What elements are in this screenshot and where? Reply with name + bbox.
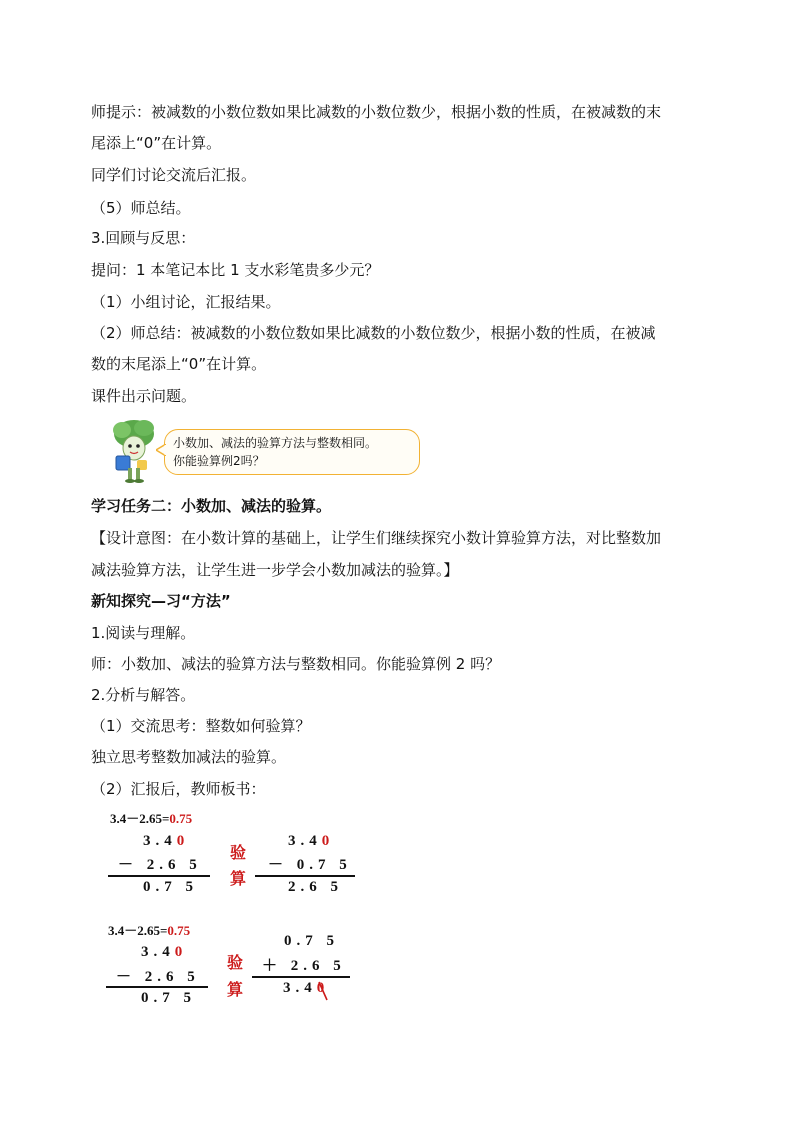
minuend: 3.40 (141, 944, 183, 960)
bubble-tail-icon (156, 444, 166, 456)
text-line: 2.分析与解答。 (91, 686, 196, 704)
text-line: （1）交流思考：整数如何验算？ (91, 717, 311, 735)
text-line: 师：小数加、减法的验算方法与整数相同。你能验算例 2 吗？ (91, 655, 501, 673)
text-line: （2）师总结：被减数的小数位数如果比减数的小数位数少，根据小数的性质，在被减 (91, 324, 656, 342)
minuend: 3.40 (143, 833, 185, 849)
check-subtrahend: － 0.7 5 (268, 857, 352, 873)
check-label: 算 (227, 980, 244, 999)
subtrahend: － 2.6 5 (116, 969, 200, 985)
result-line (255, 875, 355, 877)
text-line: 同学们讨论交流后汇报。 (91, 166, 257, 184)
text-line: 数的末尾添上“0”在计算。 (91, 355, 267, 373)
text-line: 提问：1 本笔记本比 1 支水彩笔贵多少元？ (91, 261, 380, 279)
subtrahend: － 2.6 5 (118, 857, 202, 873)
check-sum: 3.40 (283, 980, 325, 996)
design-intent: 【设计意图：在小数计算的基础上，让学生们继续探究小数计算验算方法，对比整数加 (91, 529, 662, 547)
text-line: （5）师总结。 (91, 199, 191, 217)
text-line: 课件出示问题。 (91, 387, 197, 405)
result-line (106, 986, 208, 988)
text-line: 1.阅读与理解。 (91, 624, 196, 642)
text-line: 3.回顾与反思： (91, 229, 196, 247)
equation: 3.4－2.65=0.75 (108, 923, 191, 938)
result-line (252, 976, 350, 978)
difference: 0.7 5 (143, 879, 198, 895)
text-line: 尾添上“0”在计算。 (91, 134, 222, 152)
check-difference: 2.6 5 (288, 879, 343, 895)
text-line: 独立思考整数加减法的验算。 (91, 748, 287, 766)
check-addend: 0.7 5 (284, 933, 339, 949)
strike-mark-icon (316, 980, 330, 1002)
check-label: 算 (230, 869, 247, 888)
text-line: 师提示：被减数的小数位数如果比减数的小数位数少，根据小数的性质，在被减数的末 (91, 103, 662, 121)
check-minuend: 3.40 (288, 833, 330, 849)
bubble-line: 小数加、减法的验算方法与整数相同。 (173, 436, 378, 450)
design-intent: 减法验算方法，让学生进一步学会小数加减法的验算。】 (91, 561, 459, 579)
difference: 0.7 5 (141, 990, 196, 1006)
cartoon-hint (104, 418, 424, 484)
check-label: 验 (230, 843, 247, 862)
bubble-line: 你能验算例2吗？ (173, 454, 265, 468)
vegetable-character-illustration (104, 418, 164, 484)
result-line (108, 875, 210, 877)
check-addend: ＋ 2.6 5 (262, 958, 346, 974)
section-title: 学习任务二：小数加、减法的验算。 (91, 497, 332, 515)
speech-bubble (164, 429, 420, 475)
text-line: （1）小组讨论，汇报结果。 (91, 293, 281, 311)
check-label: 验 (227, 953, 244, 972)
equation: 3.4－2.65=0.75 (110, 811, 193, 826)
subsection-title: 新知探究—习“方法” (91, 592, 231, 610)
text-line: （2）汇报后，教师板书： (91, 780, 266, 798)
